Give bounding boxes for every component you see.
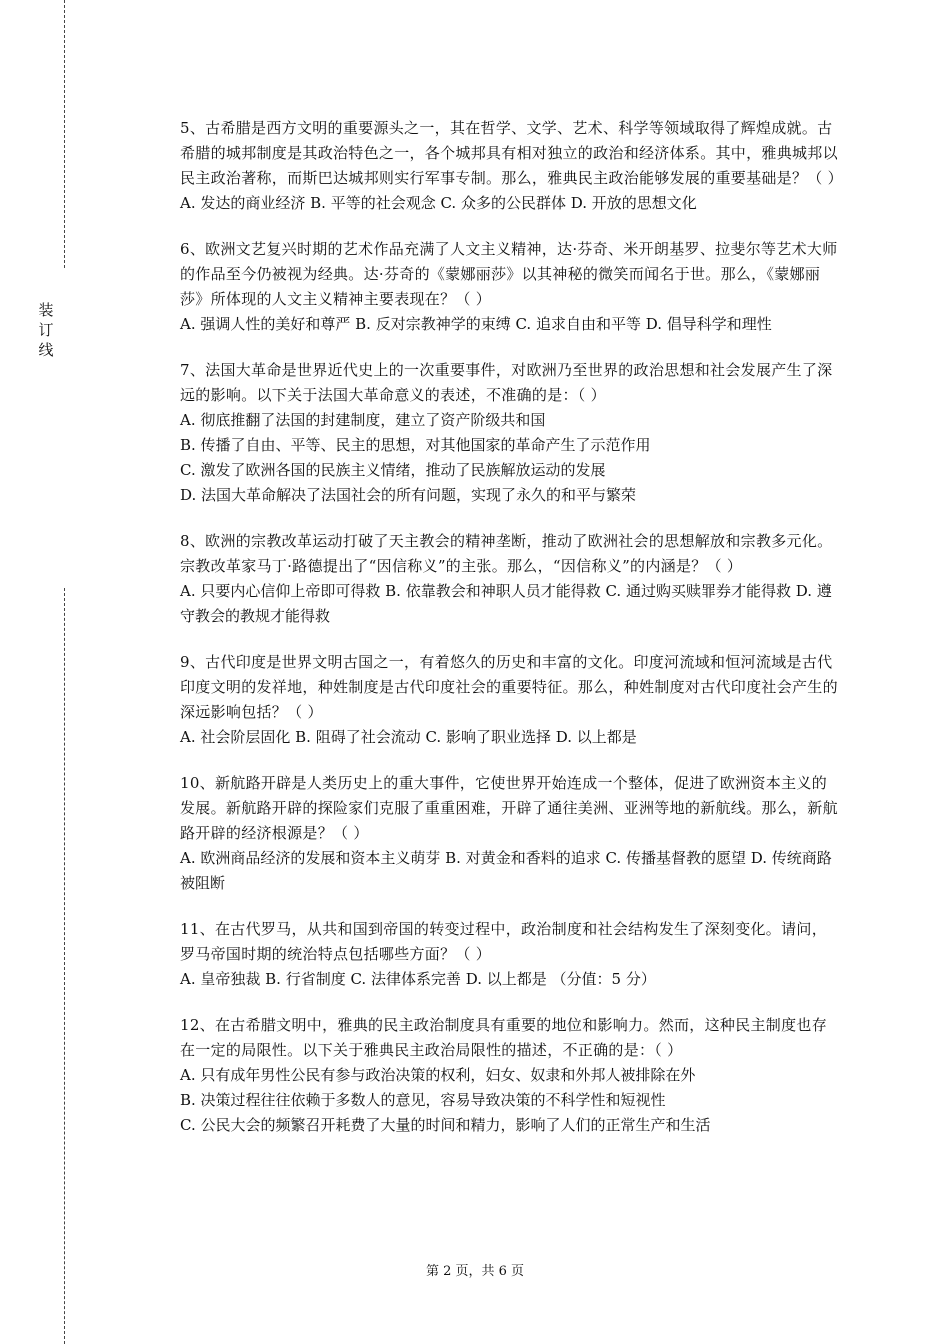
question-5 [180, 116, 843, 216]
question-11 [180, 917, 840, 992]
question-options: A. 强调人性的美好和尊严 B. 反对宗教神学的束缚 C. 追求自由和平等 D. 倡导科学和理性 [180, 315, 772, 333]
question-options: A. 欧洲商品经济的发展和资本主义萌芽 B. 对黄金和香料的追求 C. 传播基督教的愿望 D. 传统商路被阻断 [180, 849, 832, 892]
page-footer [0, 1260, 950, 1279]
option-d: D. 法国大革命解决了法国社会的所有问题，实现了永久的和平与繁荣 [180, 486, 637, 504]
binding-label [36, 300, 56, 360]
question-text: 12、在古希腊文明中，雅典的民主政治制度具有重要的地位和影响力。然而，这种民主制度也存在一定的局限性。以下关于雅典民主政治局限性的描述，不正确的是：（ ） [180, 1016, 827, 1059]
question-7 [180, 358, 840, 508]
binding-line-bottom [64, 588, 65, 1344]
question-8 [180, 529, 840, 629]
option-a: A. 只有成年男性公民有参与政治决策的权利，妇女、奴隶和外邦人被排除在外 [180, 1066, 696, 1084]
question-text: 9、古代印度是世界文明古国之一，有着悠久的历史和丰富的文化。印度河流域和恒河流域是古代印度文明的发祥地，种姓制度是古代印度社会的重要特征。那么，种姓制度对古代印度社会产生的深远影响包括？（ ） [180, 653, 838, 721]
option-c: C. 激发了欧洲各国的民族主义情绪，推动了民族解放运动的发展 [180, 461, 606, 479]
question-options: A. 发达的商业经济 B. 平等的社会观念 C. 众多的公民群体 D. 开放的思想文化 [180, 194, 697, 212]
page-number: 第 2 页，共 6 页 [425, 1264, 525, 1279]
question-list [180, 116, 843, 1159]
option-a: A. 彻底推翻了法国的封建制度，建立了资产阶级共和国 [180, 411, 546, 429]
question-text: 11、在古代罗马，从共和国到帝国的转变过程中，政治制度和社会结构发生了深刻变化。请问，罗马帝国时期的统治特点包括哪些方面？（ ） [180, 920, 827, 963]
option-b: B. 传播了自由、平等、民主的思想，对其他国家的革命产生了示范作用 [180, 436, 651, 454]
option-b: B. 决策过程往往依赖于多数人的意见，容易导致决策的不科学性和短视性 [180, 1091, 666, 1109]
question-options: A. 只要内心信仰上帝即可得救 B. 依靠教会和神职人员才能得救 C. 通过购买赎罪券才能得救 D. 遵守教会的教规才能得救 [180, 582, 832, 625]
option-c: C. 公民大会的频繁召开耗费了大量的时间和精力，影响了人们的正常生产和生活 [180, 1116, 711, 1134]
question-10 [180, 771, 840, 896]
question-text: 7、法国大革命是世界近代史上的一次重要事件，对欧洲乃至世界的政治思想和社会发展产生了深远的影响。以下关于法国大革命意义的表述，不准确的是：（ ） [180, 361, 833, 404]
question-text: 6、欧洲文艺复兴时期的艺术作品充满了人文主义精神，达·芬奇、米开朗基罗、拉斐尔等艺术大师的作品至今仍被视为经典。达·芬奇的《蒙娜丽莎》以其神秘的微笑而闻名于世。那么，《蒙娜丽莎》所体现的人文主义精神主要表现在？（ ） [180, 240, 838, 308]
question-options: A. 皇帝独裁 B. 行省制度 C. 法律体系完善 D. 以上都是 （分值：5 分） [180, 970, 656, 988]
question-12 [180, 1013, 840, 1138]
binding-char: 装 [38, 301, 54, 319]
binding-line-top [64, 0, 65, 268]
question-text: 5、古希腊是西方文明的重要源头之一，其在哲学、文学、艺术、科学等领域取得了辉煌成就。古希腊的城邦制度是其政治特色之一，各个城邦具有相对独立的政治和经济体系。其中，雅典城邦以民主政治著称，而斯巴达城邦则实行军事专制。那么，雅典民主政治能够发展的重要基础是？（ ） [180, 119, 843, 187]
question-text: 8、欧洲的宗教改革运动打破了天主教会的精神垄断，推动了欧洲社会的思想解放和宗教多元化。宗教改革家马丁·路德提出了“因信称义”的主张。那么，“因信称义”的内涵是？（ ） [180, 532, 833, 575]
question-text: 10、新航路开辟是人类历史上的重大事件，它使世界开始连成一个整体，促进了欧洲资本主义的发展。新航路开辟的探险家们克服了重重困难，开辟了通往美洲、亚洲等地的新航线。那么，新航路开辟的经济根源是？（ ） [180, 774, 838, 842]
question-6 [180, 237, 840, 337]
binding-char: 线 [38, 341, 54, 359]
question-9 [180, 650, 840, 750]
question-options: A. 社会阶层固化 B. 阻碍了社会流动 C. 影响了职业选择 D. 以上都是 [180, 728, 637, 746]
binding-char: 订 [38, 321, 54, 339]
